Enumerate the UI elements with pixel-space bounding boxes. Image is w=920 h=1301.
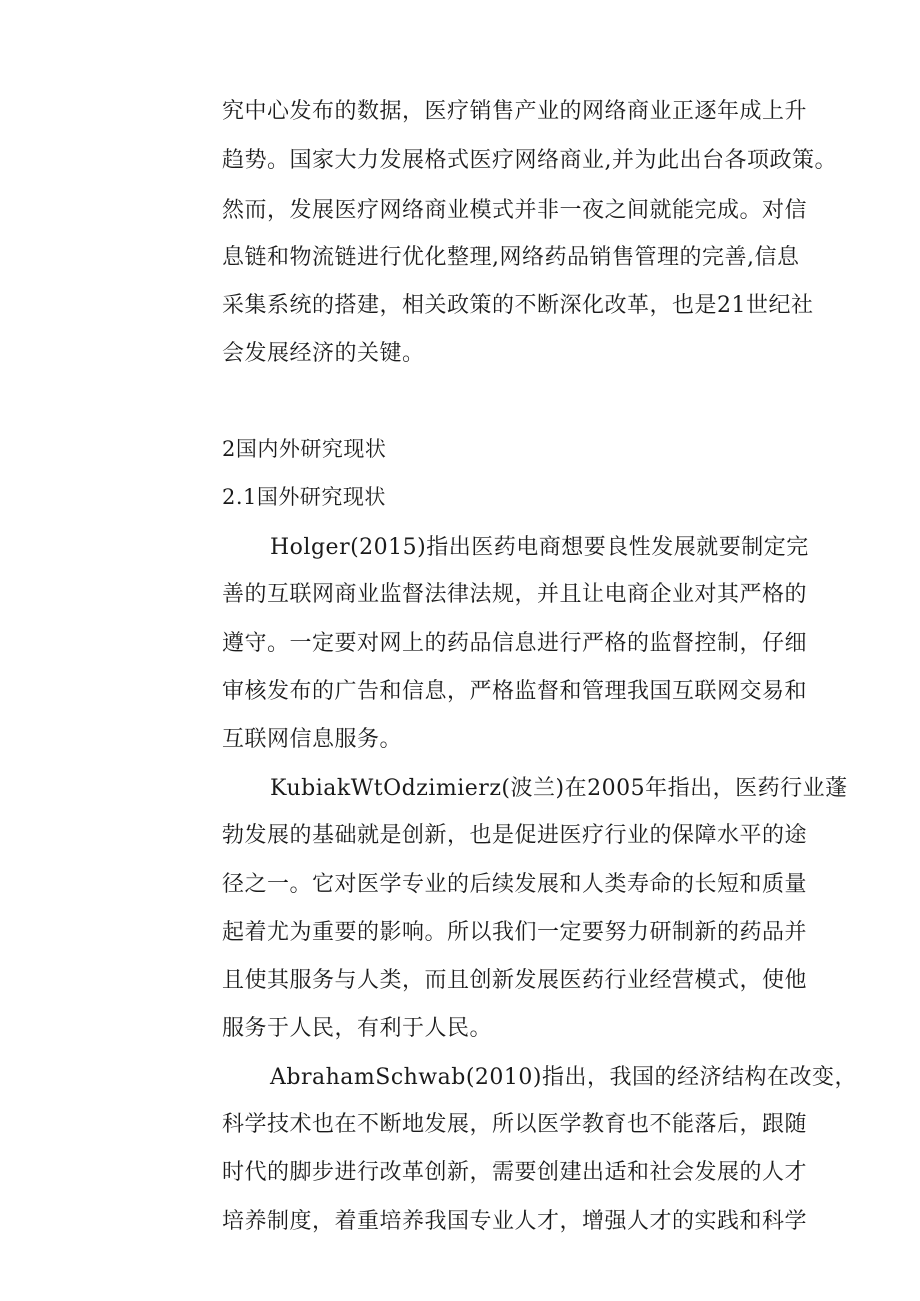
text-line: 互联网信息服务。 (222, 727, 403, 752)
text-line: Holger(2015)指出医药电商想要良性发展就要制定完 (270, 535, 809, 560)
text-line: 培养制度，着重培养我国专业人才，增强人才的实践和科学 (222, 1209, 808, 1234)
text-line: 起着尤为重要的影响。所以我们一定要努力研制新的药品并 (222, 920, 808, 945)
text-line: 勃发展的基础就是创新，也是促进医疗行业的保障水平的途 (222, 823, 808, 848)
section-heading: 2国内外研究现状 (222, 437, 387, 461)
text-line: 且使其服务与人类，而且创新发展医药行业经营模式，使他 (222, 968, 808, 993)
text-line: 审核发布的广告和信息，严格监督和管理我国互联网交易和 (222, 679, 808, 704)
text-line: 径之一。它对医学专业的后续发展和人类寿命的长短和质量 (222, 872, 808, 897)
text-line: AbrahamSchwab(2010)指出，我国的经济结构在改变， (270, 1065, 857, 1090)
text-line: 究中心发布的数据，医疗销售产业的网络商业正逐年成上升 (222, 99, 808, 124)
text-line: 善的互联网商业监督法律法规，并且让电商企业对其严格的 (222, 582, 808, 607)
text-line: 采集系统的搭建，相关政策的不断深化改革，也是21世纪社 (222, 293, 814, 318)
text-line: 然而，发展医疗网络商业模式并非一夜之间就能完成。对信 (222, 198, 808, 223)
text-line: 遵守。一定要对网上的药品信息进行严格的监督控制，仔细 (222, 631, 808, 656)
text-line: 时代的脚步进行改革创新，需要创建出适和社会发展的人才 (222, 1160, 808, 1185)
text-line: 科学技术也在不断地发展，所以医学教育也不能落后，跟随 (222, 1112, 808, 1137)
text-line: 息链和物流链进行优化整理,网络药品销售管理的完善,信息 (222, 245, 800, 270)
text-line: 趋势。国家大力发展格式医疗网络商业,并为此出台各项政策。 (222, 148, 837, 173)
text-line: 服务于人民，有利于人民。 (222, 1016, 493, 1041)
text-line: 会发展经济的关键。 (222, 341, 425, 366)
text-line: KubiakWtOdzimierz(波兰)在2005年指出，医药行业蓬 (270, 776, 848, 801)
subsection-heading: 2.1国外研究现状 (222, 485, 386, 509)
